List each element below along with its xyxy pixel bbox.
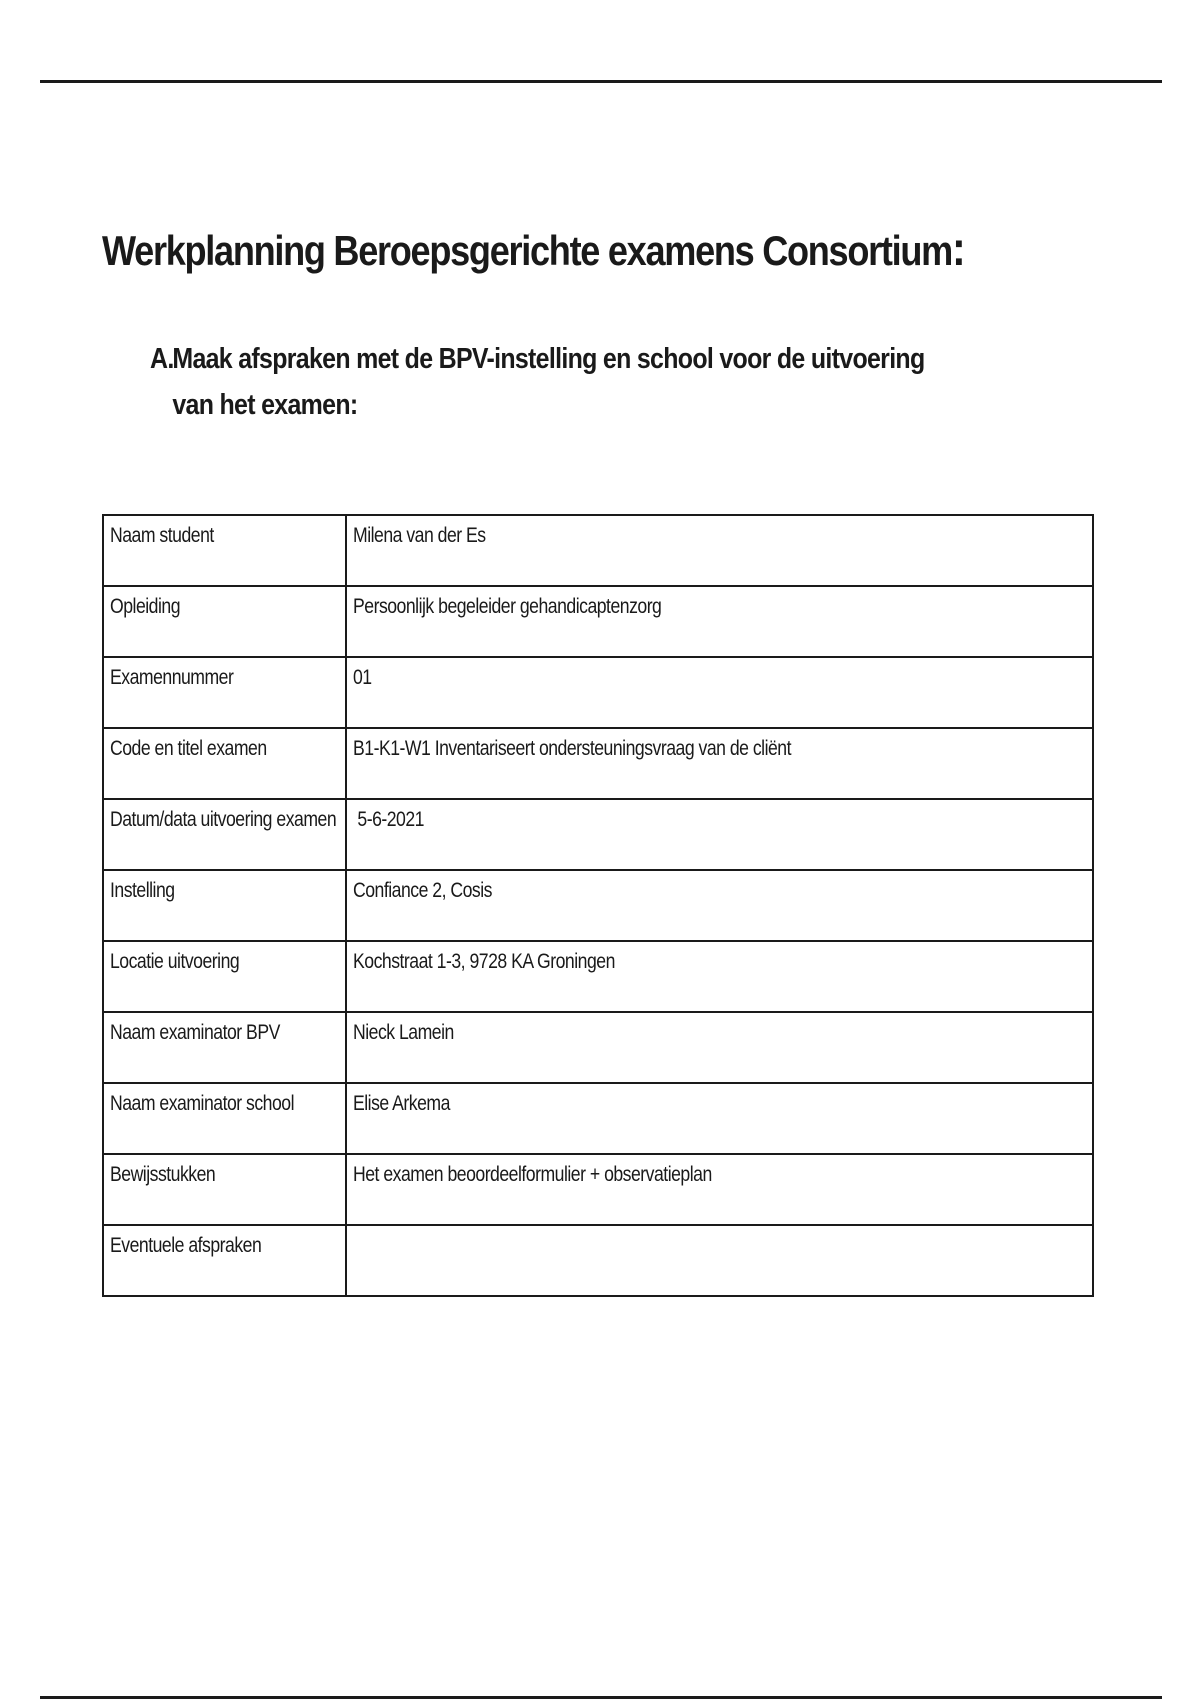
row-value: Milena van der Es <box>353 524 486 547</box>
row-label: Bewijsstukken <box>110 1163 216 1186</box>
row-label: Naam examinator school <box>110 1092 295 1115</box>
row-label: Naam examinator BPV <box>110 1021 280 1044</box>
row-value-cell <box>346 515 1093 586</box>
row-label: Naam student <box>110 524 214 547</box>
exam-planning-table <box>102 514 1094 1297</box>
row-label-cell <box>103 1154 346 1225</box>
row-label: Eventuele afspraken <box>110 1234 262 1257</box>
row-label: Locatie uitvoering <box>110 950 240 973</box>
table-row <box>103 586 1093 657</box>
table-row <box>103 1083 1093 1154</box>
table-row <box>103 1012 1093 1083</box>
row-value: 01 <box>353 666 372 689</box>
row-label: Instelling <box>110 879 175 902</box>
row-value-cell <box>346 870 1093 941</box>
row-label-cell <box>103 586 346 657</box>
table-row <box>103 515 1093 586</box>
row-value-cell <box>346 941 1093 1012</box>
section-heading-text: Maak afspraken met de BPV-instelling en school voor de uitvoering van het examen: <box>172 343 925 421</box>
row-label-cell <box>103 941 346 1012</box>
table-row <box>103 941 1093 1012</box>
row-value: Het examen beoordeelformulier + observatieplan <box>353 1163 712 1186</box>
table-row <box>103 1154 1093 1225</box>
header-rule <box>40 80 1162 83</box>
row-label-cell <box>103 1225 346 1296</box>
row-label: Opleiding <box>110 595 180 618</box>
row-value-cell <box>346 1225 1093 1296</box>
row-label: Datum/data uitvoering examen <box>110 808 337 831</box>
row-label-cell <box>103 1012 346 1083</box>
row-label-cell <box>103 870 346 941</box>
row-value-cell <box>346 657 1093 728</box>
page-title-colon: : <box>951 223 965 276</box>
row-label-cell <box>103 728 346 799</box>
table-row <box>103 728 1093 799</box>
row-label: Code en titel examen <box>110 737 267 760</box>
row-value-cell <box>346 1083 1093 1154</box>
table-row <box>103 1225 1093 1296</box>
table-row <box>103 657 1093 728</box>
row-value: Kochstraat 1-3, 9728 KA Groningen <box>353 950 615 973</box>
row-value: Elise Arkema <box>353 1092 450 1115</box>
section-marker: A. <box>150 343 174 375</box>
row-value-cell <box>346 586 1093 657</box>
row-value-cell <box>346 1012 1093 1083</box>
row-value: Nieck Lamein <box>353 1021 454 1044</box>
page-title <box>102 222 964 277</box>
row-value: Persoonlijk begeleider gehandicaptenzorg <box>353 595 662 618</box>
table-row <box>103 799 1093 870</box>
page-title-text: Werkplanning Beroepsgerichte examens Consortium <box>102 227 952 274</box>
row-label-cell <box>103 657 346 728</box>
footer-rule <box>40 1696 1162 1699</box>
row-value-cell <box>346 728 1093 799</box>
section-heading <box>150 336 1010 428</box>
row-label-cell <box>103 1083 346 1154</box>
row-label: Examennummer <box>110 666 234 689</box>
row-label-cell <box>103 515 346 586</box>
row-value-cell <box>346 799 1093 870</box>
row-value-cell <box>346 1154 1093 1225</box>
row-value: 5-6-2021 <box>353 808 424 831</box>
table-row <box>103 870 1093 941</box>
row-value: Confiance 2, Cosis <box>353 879 492 902</box>
row-value: B1-K1-W1 Inventariseert ondersteuningsvraag van de cliënt <box>353 737 792 760</box>
row-label-cell <box>103 799 346 870</box>
